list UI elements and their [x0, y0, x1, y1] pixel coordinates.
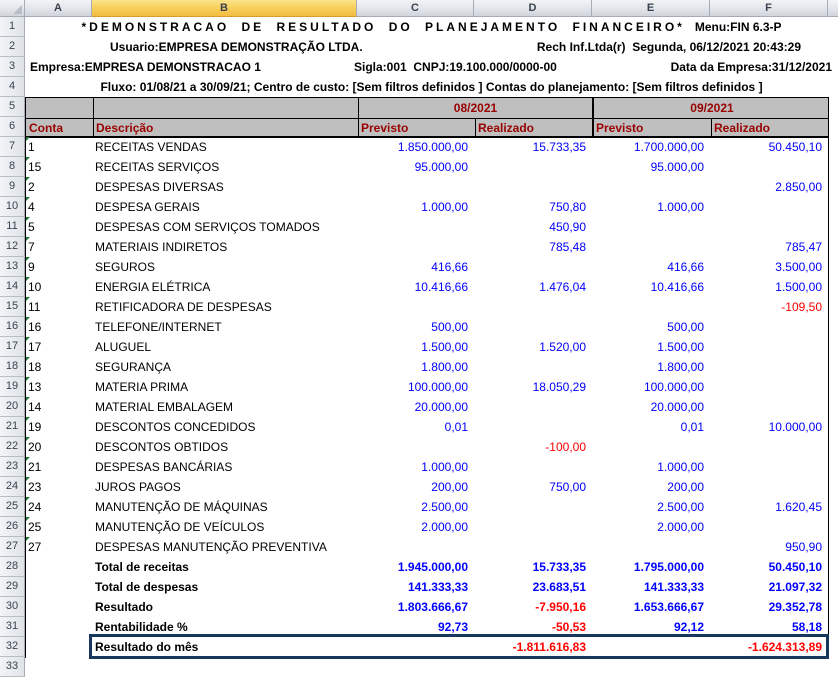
divider	[711, 118, 712, 137]
row-header-16[interactable]: 16	[0, 317, 25, 337]
vendor-datetime-cell[interactable]: Rech Inf.Ltda(r) Segunda, 06/12/2021 20:43:29	[536, 40, 801, 54]
conta-cell[interactable]: 10	[25, 277, 92, 297]
realizado-1-header[interactable]: Realizado	[478, 121, 535, 135]
value-cell[interactable]	[474, 537, 592, 557]
conta-cell[interactable]	[25, 577, 92, 597]
value-cell[interactable]: 416,66	[667, 260, 704, 274]
report-title: *DEMONSTRACAO DE RESULTADO DO PLANEJAMENTO FINANCEIRO*	[81, 20, 685, 34]
fluxo-cell[interactable]: Fluxo: 01/08/21 a 30/09/21; Centro de custo: [Sem filtros definidos ] Contas do planejamento: [Sem filtros definidos ]	[100, 80, 763, 94]
value-cell[interactable]	[474, 417, 592, 437]
row-header-27[interactable]: 27	[0, 537, 25, 557]
value-cell[interactable]: 200,00	[667, 480, 704, 494]
value-cell[interactable]: 416,66	[431, 260, 468, 274]
value-cell[interactable]	[710, 437, 828, 457]
value-cell[interactable]	[592, 437, 710, 457]
descricao-cell[interactable]: ENERGIA ELÉTRICA	[95, 280, 211, 294]
value-cell[interactable]: 20.000,00	[650, 400, 704, 414]
value-cell[interactable]: 1.500,00	[421, 340, 468, 354]
conta-cell[interactable]: 27	[25, 537, 92, 557]
value-cell[interactable]	[474, 517, 592, 537]
descricao-cell[interactable]: MATERIAL EMBALAGEM	[95, 400, 234, 414]
value-cell[interactable]: 23.683,51	[532, 580, 586, 594]
column-header-f[interactable]: F	[710, 0, 828, 17]
value-cell[interactable]	[592, 297, 710, 317]
table-row	[25, 537, 828, 557]
summary-label-cell[interactable]: Resultado do mês	[95, 640, 199, 654]
usuario-cell[interactable]: Usuario:EMPRESA DEMONSTRAÇÃO LTDA.	[110, 40, 363, 54]
summary-row	[25, 617, 828, 637]
value-cell[interactable]: 1.520,00	[539, 340, 586, 354]
row-header-17[interactable]: 17	[0, 337, 25, 357]
descricao-header[interactable]: Descrição	[96, 121, 154, 135]
table-row	[25, 337, 828, 357]
value-cell[interactable]: -1.811.616,83	[512, 640, 586, 654]
row-header-7[interactable]: 7	[0, 137, 25, 157]
value-cell[interactable]	[474, 397, 592, 417]
value-cell[interactable]: -50,53	[551, 620, 586, 634]
row-header-32[interactable]: 32	[0, 637, 25, 657]
row-header-26[interactable]: 26	[0, 517, 25, 537]
value-cell[interactable]: 1.000,00	[657, 460, 704, 474]
value-cell[interactable]	[710, 457, 828, 477]
value-cell[interactable]: 1.800,00	[657, 360, 704, 374]
value-cell[interactable]: 141.333,33	[407, 580, 468, 594]
row-header-12[interactable]: 12	[0, 237, 25, 257]
table-row	[25, 217, 828, 237]
descricao-cell[interactable]: RETIFICADORA DE DESPESAS	[95, 300, 272, 314]
value-cell[interactable]	[474, 297, 592, 317]
descricao-cell[interactable]: ALUGUEL	[95, 340, 152, 354]
value-cell[interactable]	[710, 397, 828, 417]
month-1-header[interactable]: 08/2021	[453, 101, 498, 115]
descricao-cell[interactable]: DESPESA GERAIS	[95, 200, 200, 214]
value-cell[interactable]: 1.850.000,00	[397, 140, 468, 154]
value-cell[interactable]: 2.000,00	[657, 520, 704, 534]
table-row	[25, 297, 828, 317]
value-cell[interactable]: 20.000,00	[414, 400, 468, 414]
table-header	[25, 97, 829, 138]
descricao-cell[interactable]: MATERIAIS INDIRETOS	[95, 240, 228, 254]
previsto-2-header[interactable]: Previsto	[596, 121, 644, 135]
table-right-border	[828, 97, 829, 658]
conta-cell[interactable]: 4	[25, 197, 92, 217]
row-header-2[interactable]: 2	[0, 37, 25, 57]
value-cell[interactable]	[474, 357, 592, 377]
value-cell[interactable]: 1.000,00	[657, 200, 704, 214]
conta-cell[interactable]: 15	[25, 157, 92, 177]
value-cell[interactable]: 200,00	[431, 480, 468, 494]
row-header-30[interactable]: 30	[0, 597, 25, 617]
value-cell[interactable]	[357, 637, 474, 657]
realizado-2-header[interactable]: Realizado	[714, 121, 771, 135]
table-row	[25, 237, 828, 257]
conta-cell[interactable]: 20	[25, 437, 92, 457]
value-cell[interactable]: 95.000,00	[414, 160, 468, 174]
column-headers	[0, 0, 838, 17]
value-cell[interactable]: 92,12	[673, 620, 704, 634]
conta-cell[interactable]: 25	[25, 517, 92, 537]
row-header-5[interactable]: 5	[0, 97, 25, 117]
value-cell[interactable]: 2.500,00	[421, 500, 468, 514]
descricao-cell[interactable]: SEGUROS	[95, 260, 156, 274]
value-cell[interactable]	[357, 537, 474, 557]
conta-header[interactable]: Conta	[29, 121, 63, 135]
value-cell[interactable]: 18.050,29	[532, 380, 586, 394]
summary-row	[25, 637, 828, 657]
value-cell[interactable]: 58,18	[791, 620, 822, 634]
conta-cell[interactable]: 19	[25, 417, 92, 437]
conta-cell[interactable]: 21	[25, 457, 92, 477]
value-cell[interactable]	[474, 497, 592, 517]
value-cell[interactable]	[710, 517, 828, 537]
row-header-28[interactable]: 28	[0, 557, 25, 577]
value-cell[interactable]: 2.850,00	[775, 180, 822, 194]
value-cell[interactable]	[474, 177, 592, 197]
value-cell[interactable]: 750,80	[549, 200, 586, 214]
value-cell[interactable]: 10.000,00	[768, 420, 822, 434]
row-header-19[interactable]: 19	[0, 377, 25, 397]
value-cell[interactable]: 450,90	[549, 220, 586, 234]
value-cell[interactable]: -109,50	[781, 300, 822, 314]
table-row	[25, 517, 828, 537]
descricao-cell[interactable]: MATERIA PRIMA	[95, 380, 189, 394]
row-header-10[interactable]: 10	[0, 197, 25, 217]
value-cell[interactable]: 15.733,35	[532, 560, 586, 574]
conta-cell[interactable]	[25, 597, 92, 617]
select-all-corner[interactable]	[0, 0, 25, 17]
table-row	[25, 277, 828, 297]
value-cell[interactable]	[357, 297, 474, 317]
conta-cell[interactable]	[25, 637, 92, 657]
table-row	[25, 437, 828, 457]
row-header-21[interactable]: 21	[0, 417, 25, 437]
table-row	[25, 257, 828, 277]
value-cell[interactable]: 100.000,00	[407, 380, 468, 394]
value-cell[interactable]	[710, 197, 828, 217]
row-header-15[interactable]: 15	[0, 297, 25, 317]
value-cell[interactable]	[357, 237, 474, 257]
table-row	[25, 477, 828, 497]
descricao-cell[interactable]: DESPESAS COM SERVIÇOS TOMADOS	[95, 220, 320, 234]
value-cell[interactable]	[710, 217, 828, 237]
value-cell[interactable]: 141.333,33	[643, 580, 704, 594]
value-cell[interactable]: 15.733,35	[532, 140, 586, 154]
value-cell[interactable]: 1.700.000,00	[633, 140, 704, 154]
value-cell[interactable]	[592, 177, 710, 197]
value-cell[interactable]	[474, 457, 592, 477]
value-cell[interactable]: 2.500,00	[657, 500, 704, 514]
row-headers	[0, 17, 25, 677]
conta-cell[interactable]: 2	[25, 177, 92, 197]
value-cell[interactable]: 1.000,00	[421, 200, 468, 214]
conta-cell[interactable]	[25, 557, 92, 577]
summary-row	[25, 597, 828, 617]
value-cell[interactable]: 1.476,04	[539, 280, 586, 294]
value-cell[interactable]	[592, 237, 710, 257]
value-cell[interactable]	[710, 377, 828, 397]
previsto-1-header[interactable]: Previsto	[361, 121, 409, 135]
value-cell[interactable]: 1.795.000,00	[633, 560, 704, 574]
conta-cell[interactable]	[25, 617, 92, 637]
conta-cell[interactable]: 18	[25, 357, 92, 377]
report-title-row[interactable]	[25, 17, 838, 37]
descricao-cell[interactable]: DESCONTOS OBTIDOS	[95, 440, 229, 454]
summary-label-cell[interactable]: Total de despesas	[95, 580, 199, 594]
table-row	[25, 397, 828, 417]
table-left-border	[25, 97, 26, 658]
value-cell[interactable]: -100,00	[545, 440, 586, 454]
row-header-18[interactable]: 18	[0, 357, 25, 377]
column-header-c[interactable]: C	[357, 0, 474, 17]
row-header-9[interactable]: 9	[0, 177, 25, 197]
descricao-cell[interactable]: SEGURANÇA	[95, 360, 172, 374]
value-cell[interactable]: 10.416,66	[414, 280, 468, 294]
value-cell[interactable]: 92,73	[437, 620, 468, 634]
table-row	[25, 137, 828, 157]
table-row	[25, 197, 828, 217]
data-empresa-cell[interactable]: Data da Empresa:31/12/2021	[670, 60, 832, 74]
value-cell[interactable]: 1.500,00	[775, 280, 822, 294]
conta-cell[interactable]: 23	[25, 477, 92, 497]
value-cell[interactable]: 29.352,78	[768, 600, 822, 614]
column-header-overflow	[828, 0, 838, 17]
descricao-cell[interactable]: DESPESAS BANCÁRIAS	[95, 460, 233, 474]
row-header-25[interactable]: 25	[0, 497, 25, 517]
row-header-6[interactable]: 6	[0, 117, 25, 137]
value-cell[interactable]: 785,48	[549, 240, 586, 254]
value-cell[interactable]: 1.945.000,00	[397, 560, 468, 574]
value-cell[interactable]: 10.416,66	[650, 280, 704, 294]
table-row	[25, 317, 828, 337]
value-cell[interactable]: 1.653.666,67	[633, 600, 704, 614]
value-cell[interactable]: 1.803.666,67	[397, 600, 468, 614]
value-cell[interactable]: 2.000,00	[421, 520, 468, 534]
column-header-e[interactable]: E	[592, 0, 710, 17]
value-cell[interactable]	[474, 257, 592, 277]
row-header-33[interactable]: 33	[0, 657, 25, 677]
table-row	[25, 157, 828, 177]
table-row	[25, 377, 828, 397]
row-header-1[interactable]: 1	[0, 17, 25, 37]
divider	[475, 118, 476, 137]
row-header-29[interactable]: 29	[0, 577, 25, 597]
conta-cell[interactable]: 7	[25, 237, 92, 257]
value-cell[interactable]: 1.800,00	[421, 360, 468, 374]
table-row	[25, 417, 828, 437]
descricao-cell[interactable]: TELEFONE/INTERNET	[95, 320, 222, 334]
value-cell[interactable]: 1.620,45	[775, 500, 822, 514]
row-header-4[interactable]: 4	[0, 77, 25, 97]
divider	[93, 98, 94, 136]
sigla-cnpj-cell[interactable]: Sigla:001 CNPJ:19.100.000/0000-00	[354, 60, 557, 74]
descricao-cell[interactable]: RECEITAS SERVIÇOS	[95, 160, 220, 174]
value-cell[interactable]: 0,01	[680, 420, 704, 434]
value-cell[interactable]	[710, 157, 828, 177]
conta-cell[interactable]: 1	[25, 137, 92, 157]
table-row	[25, 177, 828, 197]
value-cell[interactable]: -7.950,16	[535, 600, 586, 614]
column-header-b[interactable]: B	[92, 0, 357, 17]
value-cell[interactable]: 0,01	[444, 420, 468, 434]
summary-row	[25, 557, 828, 577]
row-header-31[interactable]: 31	[0, 617, 25, 637]
value-cell[interactable]	[592, 637, 710, 657]
value-cell[interactable]: 95.000,00	[650, 160, 704, 174]
summary-row	[25, 577, 828, 597]
value-cell[interactable]: 500,00	[667, 320, 704, 334]
value-cell[interactable]	[474, 157, 592, 177]
value-cell[interactable]	[710, 477, 828, 497]
value-cell[interactable]	[592, 537, 710, 557]
value-cell[interactable]	[357, 437, 474, 457]
descricao-cell[interactable]: MANUTENÇÃO DE VEÍCULOS	[95, 520, 265, 534]
value-cell[interactable]: 1.000,00	[421, 460, 468, 474]
row-header-8[interactable]: 8	[0, 157, 25, 177]
row-header-22[interactable]: 22	[0, 437, 25, 457]
value-cell[interactable]: 50.450,10	[768, 140, 822, 154]
month-2-header[interactable]: 09/2021	[690, 101, 734, 115]
value-cell[interactable]: 785,47	[785, 240, 822, 254]
empresa-cell[interactable]: Empresa:EMPRESA DEMONSTRACAO 1	[30, 60, 261, 74]
value-cell[interactable]	[710, 317, 828, 337]
descricao-cell[interactable]: MANUTENÇÃO DE MÁQUINAS	[95, 500, 268, 514]
value-cell[interactable]: 750,00	[549, 480, 586, 494]
value-cell[interactable]: 950,90	[785, 540, 822, 554]
row-header-14[interactable]: 14	[0, 277, 25, 297]
value-cell[interactable]	[357, 177, 474, 197]
conta-cell[interactable]: 24	[25, 497, 92, 517]
descricao-cell[interactable]: DESPESAS MANUTENÇÃO PREVENTIVA	[95, 540, 327, 554]
conta-cell[interactable]: 11	[25, 297, 92, 317]
value-cell[interactable]	[357, 217, 474, 237]
summary-label-cell[interactable]: Rentabilidade %	[95, 620, 188, 634]
table-row	[25, 357, 828, 377]
value-cell[interactable]: 21.097,32	[768, 580, 822, 594]
descricao-cell[interactable]: DESPESAS DIVERSAS	[95, 180, 224, 194]
conta-cell[interactable]: 5	[25, 217, 92, 237]
conta-cell[interactable]: 16	[25, 317, 92, 337]
conta-cell[interactable]: 13	[25, 377, 92, 397]
row-header-23[interactable]: 23	[0, 457, 25, 477]
conta-cell[interactable]: 17	[25, 337, 92, 357]
value-cell[interactable]	[592, 217, 710, 237]
column-header-a[interactable]: A	[25, 0, 92, 17]
table-body	[25, 137, 828, 657]
descricao-cell[interactable]: JUROS PAGOS	[95, 480, 181, 494]
value-cell[interactable]	[710, 357, 828, 377]
descricao-cell[interactable]: RECEITAS VENDAS	[95, 140, 207, 154]
conta-cell[interactable]: 14	[25, 397, 92, 417]
row-header-20[interactable]: 20	[0, 397, 25, 417]
value-cell[interactable]: 1.500,00	[657, 340, 704, 354]
conta-cell[interactable]: 9	[25, 257, 92, 277]
descricao-cell[interactable]: DESCONTOS CONCEDIDOS	[95, 420, 256, 434]
table-row	[25, 497, 828, 517]
value-cell[interactable]: 50.450,10	[768, 560, 822, 574]
row-header-3[interactable]: 3	[0, 57, 25, 77]
row-header-13[interactable]: 13	[0, 257, 25, 277]
row-header-24[interactable]: 24	[0, 477, 25, 497]
table-row	[25, 457, 828, 477]
value-cell[interactable]	[474, 317, 592, 337]
summary-label-cell[interactable]: Resultado	[95, 600, 154, 614]
value-cell[interactable]: 500,00	[431, 320, 468, 334]
column-header-d[interactable]: D	[474, 0, 592, 17]
summary-label-cell[interactable]: Total de receitas	[95, 560, 189, 574]
row-header-11[interactable]: 11	[0, 217, 25, 237]
report-menu-ref: Menu:FIN 6.3-P	[694, 20, 782, 34]
value-cell[interactable]: -1.624.313,89	[747, 640, 822, 654]
value-cell[interactable]: 3.500,00	[775, 260, 822, 274]
value-cell[interactable]: 100.000,00	[643, 380, 704, 394]
value-cell[interactable]	[710, 337, 828, 357]
